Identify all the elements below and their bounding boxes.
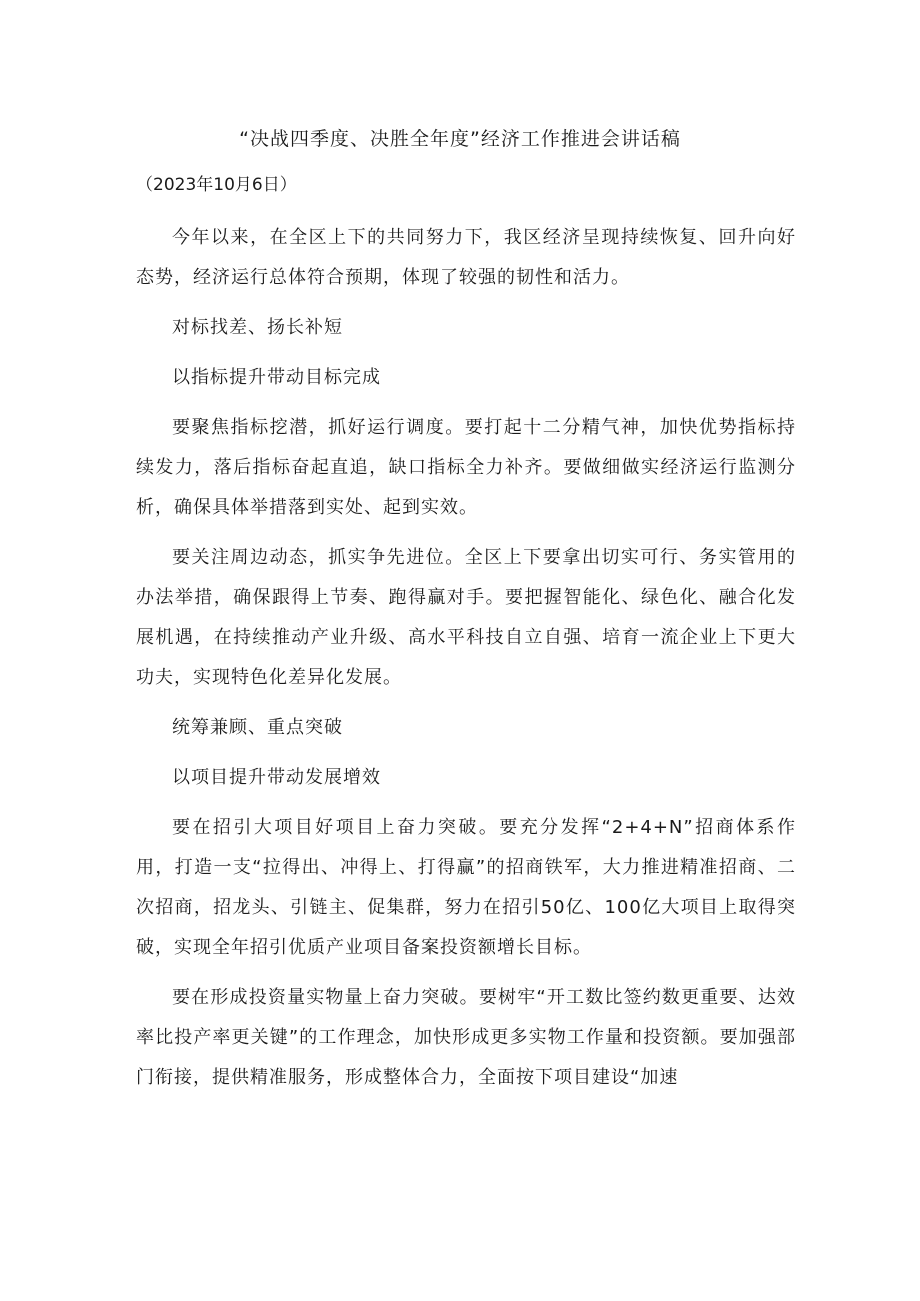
subsection-heading: 以指标提升带动目标完成 — [172, 367, 381, 388]
paragraph: 今年以来，在全区上下的共同努力下，我区经济呈现持续恢复、回升向好态势，经济运行总体符合预期，体现了较强的韧性和活力。 — [136, 227, 796, 288]
paragraph: 要在形成投资量实物量上奋力突破。要树牢“开工数比签约数更重要、达效率比投产率更关键”的工作理念，加快形成更多实物工作量和投资额。要加强部门衔接，提供精准服务，形成整体合力，全面按下项目建设“加速 — [136, 987, 796, 1088]
document-body — [136, 218, 796, 1108]
document-title: “决战四季度、决胜全年度”经济工作推进会讲话稿 — [239, 128, 681, 150]
subsection-heading: 以项目提升带动发展增效 — [172, 767, 381, 788]
paragraph: 要聚焦指标挖潜，抓好运行调度。要打起十二分精气神，加快优势指标持续发力，落后指标奋起直追，缺口指标全力补齐。要做细做实经济运行监测分析，确保具体举措落到实处、起到实效。 — [136, 417, 796, 518]
paragraph: 要在招引大项目好项目上奋力突破。要充分发挥“2+4+N”招商体系作用，打造一支“拉得出、冲得上、打得赢”的招商铁军，大力推进精准招商、二次招商，招龙头、引链主、促集群，努力在招引50亿、100亿大项目上取得突破，实现全年招引优质产业项目备案投资额增长目标。 — [136, 817, 796, 958]
document-date: （2023年10月6日） — [136, 175, 297, 195]
section-heading: 对标找差、扬长补短 — [172, 317, 343, 338]
section-heading: 统筹兼顾、重点突破 — [172, 717, 343, 738]
paragraph: 要关注周边动态，抓实争先进位。全区上下要拿出切实可行、务实管用的办法举措，确保跟得上节奏、跑得赢对手。要把握智能化、绿色化、融合化发展机遇，在持续推动产业升级、高水平科技自立自强、培育一流企业上下更大功夫，实现特色化差异化发展。 — [136, 547, 796, 688]
